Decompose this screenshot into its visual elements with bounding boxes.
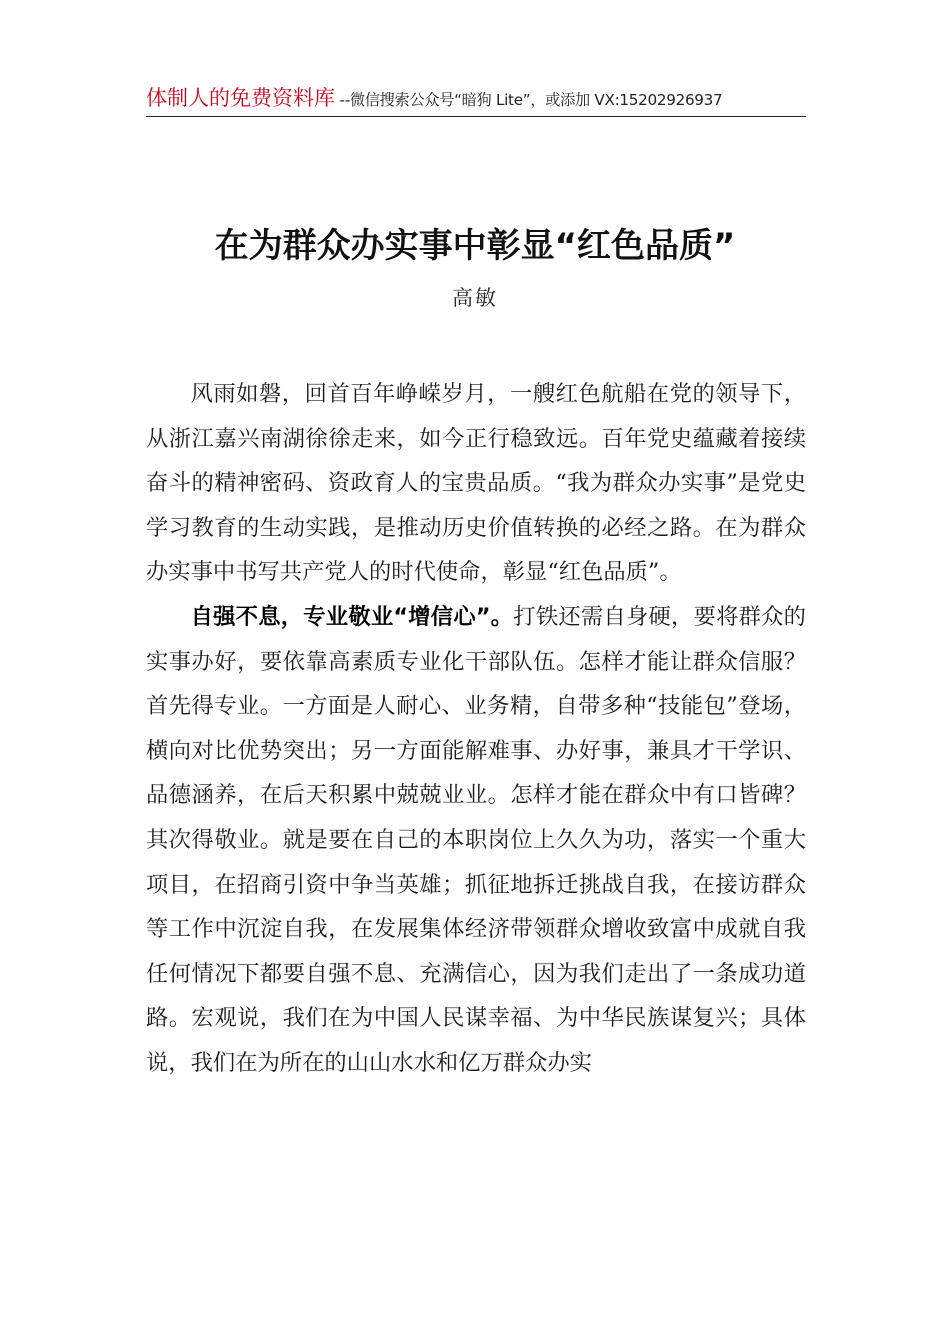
paragraph-2	[146, 595, 806, 1086]
paragraph-1	[146, 372, 806, 595]
page-header	[146, 82, 806, 117]
document-body	[146, 372, 806, 1086]
document-author: 高敏	[452, 286, 498, 310]
document-title: 在为群众办实事中彰显“红色品质”	[214, 226, 736, 266]
paragraph-2-lead: 自强不息，专业敬业“增信心”。	[190, 603, 514, 630]
header-brand: 体制人的免费资料库	[146, 86, 335, 110]
header-contact: --微信搜索公众号“暗狗 Lite”，或添加 VX:15202926937	[335, 91, 723, 109]
paragraph-2-text: 打铁还需自身硬，要将群众的实事办好，要依靠高素质专业化干部队伍。怎样才能让群众信服？首先得专业。一方面是人耐心、业务精，自带多种“技能包”登场，横向对比优势突出；另一方面能解难事、办好事，兼具才干学识、品德涵养，在后天积累中兢兢业业。怎样才能在群众中有口皆碑？其次得敬业。就是要在自己的本职岗位上久久为功，落实一个重大项目，在招商引资中争当英雄；抓征地拆迁挑战自我，在接访群众等工作中沉淀自我，在发展集体经济带领群众增收致富中成就自我任何情况下都要自强不息、充满信心，因为我们走出了一条成功道路。宏观说，我们在为中国人民谋幸福、为中华民族谋复兴；具体说，我们在为所在的山山水水和亿万群众办实	[146, 603, 806, 1076]
paragraph-1-text: 风雨如磐，回首百年峥嵘岁月，一艘红色航船在党的领导下，从浙江嘉兴南湖徐徐走来，如今正行稳致远。百年党史蕴藏着接续奋斗的精神密码、资政育人的宝贵品质。“我为群众办实事”是党史学习教育的生动实践，是推动历史价值转换的必经之路。在为群众办实事中书写共产党人的时代使命，彰显“红色品质”。	[146, 381, 806, 586]
